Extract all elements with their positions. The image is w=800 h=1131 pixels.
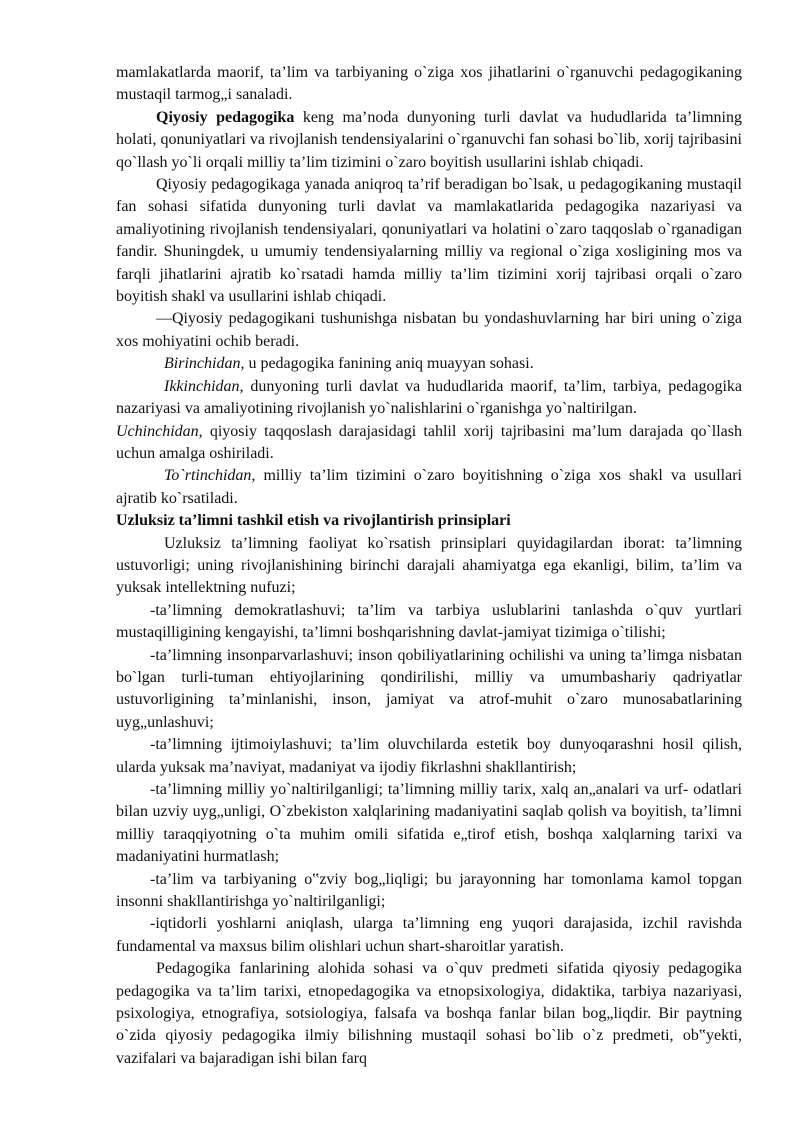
paragraph-precise-definition-text: Qiyosiy pedagogikaga yanada aniqroq ta’rif beradigan bo`lsak, u pedagogikaning mustaqil fan sohasi sifatida dunyoning turli davlat va mamlakatlarida pedagogika nazariyasi va amaliyotining rivojlanish tendensiyalari, qonuniyatlari va holatini o`zaro taqqoslab o`rganadigan fandir. Shuningdek, u umumiy tendensiyalarning milliy va regional o`ziga xosligining mos va farqli jihatlarini ajratib ko`rsatadi hamda milliy ta’lim tizimini xorij tajribasi orqali o`zaro boyitish shakl va usullarini ishlab chiqadi. bbox=[116, 176, 742, 306]
paragraph-1-text: mamlakatlarda maorif, ta’lim va tarbiyaning o`ziga xos jihatlarini o`rganuvchi pedagogikaning mustaqil tarmog„i sanaladi. bbox=[116, 64, 742, 104]
principle-humanization bbox=[116, 645, 742, 735]
paragraph-principles-intro-text: Uzluksiz ta’limning faoliyat ko`rsatish prinsiplari quyidagilardan iborat: ta’limning ustuvorligi; uning rivojlanishining birinchi darajali ahamiyatga ega ekanligi, bilim, ta’lim va yuksak intellektning nufuzi; bbox=[116, 534, 742, 597]
term-qiyosiy-pedagogika: Qiyosiy pedagogika bbox=[156, 108, 295, 126]
section-heading: Uzluksiz ta’limni tashkil etish va rivojlantirish prinsiplari bbox=[116, 512, 511, 530]
principle-democratization bbox=[116, 600, 742, 645]
lead-ikkinchidan: Ikkinchidan, bbox=[164, 377, 244, 395]
lead-tortinchidan: To`rtinchidan, bbox=[164, 467, 256, 485]
lead-uchinchidan: Uchinchidan, bbox=[116, 422, 203, 440]
paragraph-approaches bbox=[116, 308, 742, 353]
paragraph-precise-definition bbox=[116, 174, 742, 308]
principle-socialization bbox=[116, 734, 742, 779]
principle-gifted-youth bbox=[116, 913, 742, 958]
paragraph-fourth bbox=[116, 465, 742, 510]
paragraph-third bbox=[116, 421, 742, 466]
paragraph-first bbox=[116, 353, 742, 375]
paragraph-1 bbox=[116, 62, 742, 107]
principle-education-upbringing-link bbox=[116, 869, 742, 914]
paragraph-first-text: u pedagogika fanining aniq muayyan sohasi. bbox=[244, 355, 534, 373]
paragraph-approaches-text: —Qiyosiy pedagogikani tushunishga nisbatan bu yondashuvlarning har biri uning o`ziga xos mohiyatini ochib beradi. bbox=[116, 310, 742, 350]
paragraph-related-sciences bbox=[116, 958, 742, 1070]
principle-education-upbringing-link-text: -ta’lim va tarbiyaning o‟zviy bog„liqligi; bu jarayonning har tomonlama kamol topgan insonni shakllantirishga yo`naltirilganligi; bbox=[116, 870, 742, 911]
paragraph-second-text: dunyoning turli davlat va hududlarida maorif, ta’lim, tarbiya, pedagogika nazariyasi va amaliyotining rivojlanish yo`nalishlarini o`rganishga yo`naltirilgan. bbox=[116, 377, 742, 418]
paragraph-principles-intro bbox=[116, 533, 742, 600]
principle-humanization-text: -ta’limning insonparvarlashuvi; inson qobiliyatlarining ochilishi va uning ta’limga nisbatan bo`lgan turli-tuman ehtiyojlarining qondirilishi, milliy va umumbashariy qadriyatlar ustuvorligining ta’minlanishi, inson, jamiyat va atrof-muhit o`zaro munosabatlarining uyg„unlashuvi; bbox=[116, 646, 742, 731]
principle-socialization-text: -ta’limning ijtimoiylashuvi; ta’lim oluvchilarda estetik boy dunyoqarashni hosil qilish, ularda yuksak ma’naviyat, madaniyat va ijodiy fikrlashni shakllantirish; bbox=[116, 736, 742, 776]
principle-national-orientation bbox=[116, 779, 742, 869]
principle-gifted-youth-text: -iqtidorli yoshlarni aniqlash, ularga ta’limning eng yuqori darajasida, izchil ravishda fundamental va maxsus bilim olishlari uchun shart-sharoitlar yaratish. bbox=[116, 915, 742, 955]
paragraph-fourth-text: milliy ta’lim tizimini o`zaro boyitishning o`ziga xos shakl va usullari ajratib ko`rsatiladi. bbox=[116, 467, 742, 507]
paragraph-definition-text: keng ma’noda dunyoning turli davlat va hududlarida ta’limning holati, qonuniyatlari va rivojlanish tendensiyalarini o`rganuvchi fan sohasi bo`lib, xorij tajribasini qo`llash yo`li orqali milliy ta’lim tizimini o`zaro boyitish usullarini ishlab chiqadi. bbox=[116, 108, 742, 171]
paragraph-second bbox=[116, 376, 742, 421]
principle-national-orientation-text: -ta’limning milliy yo`naltirilganligi; ta’limning milliy tarix, xalq an„analari va urf- odatlari bilan uzviy uyg„unligi, O`zbekiston xalqlarining madaniyatini saqlab qolish va boyitish, ta’limni milliy taraqqiyotning o`ta muhim omili sifatida e„tirof etish, boshqa xalqlarning tarixi va madaniyatini hurmatlash; bbox=[116, 781, 742, 866]
paragraph-definition bbox=[116, 107, 742, 174]
lead-birinchidan: Birinchidan, bbox=[164, 355, 245, 373]
paragraph-third-text: qiyosiy taqqoslash darajasidagi tahlil xorij tajribasini ma’lum darajada qo`llash uchun amalga oshiriladi. bbox=[116, 422, 742, 462]
paragraph-related-sciences-text: Pedagogika fanlarining alohida sohasi va o`quv predmeti sifatida qiyosiy pedagogika pedagogika va ta’lim tarixi, etnopedagogika va etnopsixologiya, didaktika, tarbiya nazariyasi, psixologiya, etnografiya, sotsiologiya, falsafa va boshqa fanlar bilan bog„liqdir. Bir paytning o`zida qiyosiy pedagogika ilmiy bilishning mustaqil sohasi bo`lib o`z predmeti, ob‟yekti, vazifalari va bajaradigan ishi bilan farq bbox=[116, 960, 742, 1067]
principle-democratization-text: -ta’limning demokratlashuvi; ta’lim va tarbiya uslublarini tanlashda o`quv yurtlari mustaqilligining kengayishi, ta’limni boshqarishning davlat-jamiyat tizimiga o`tilishi; bbox=[116, 601, 742, 642]
